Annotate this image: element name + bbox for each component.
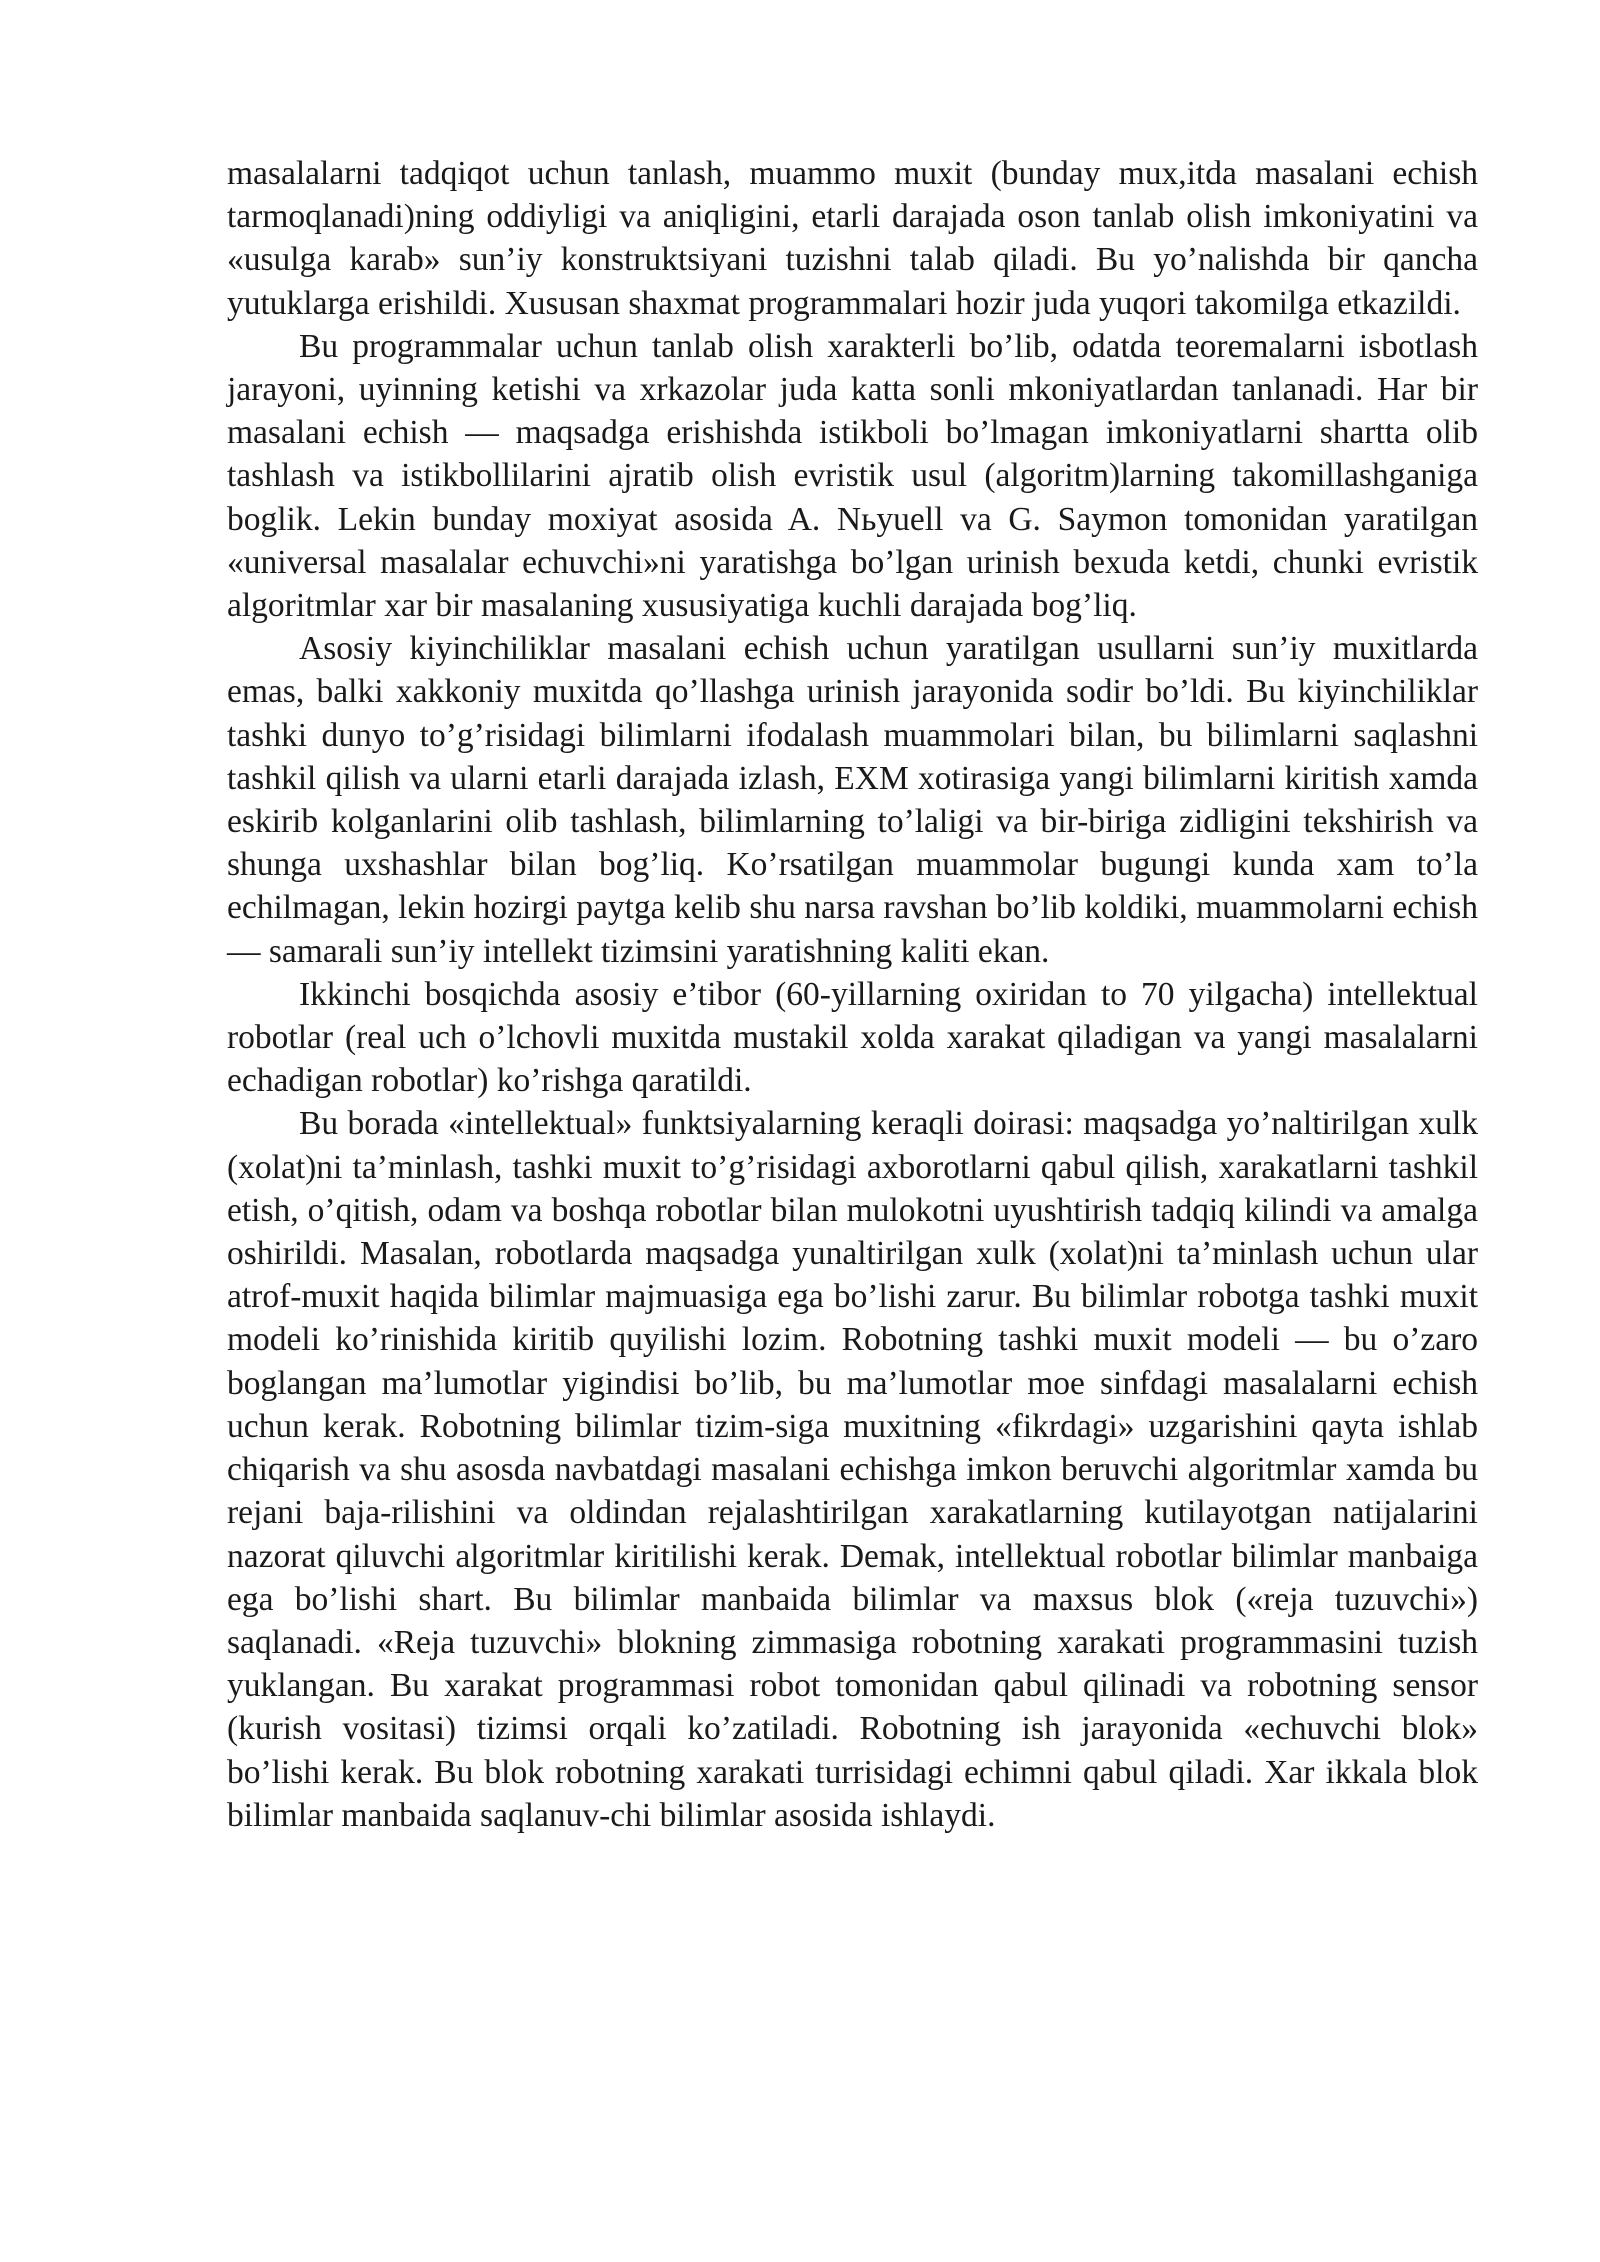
paragraph: Bu programmalar uchun tanlab olish xarakterli bo’lib, odatda teoremalarni isbotlash jarayoni, uyinning ketishi va xrkazolar juda katta sonli mkoniyatlardan tanlanadi. Har bir masalani echish — maqsadga erishishda istikboli bo’lmagan imkoniyatlarni shartta olib tashlash va istikbollilarini ajratib olish evristik usul (algoritm)larning takomillashganiga boglik. Lekin bunday moxiyat asosida A. Nьyuell va G. Saymon tomonidan yaratilgan «universal masalalar echuvchi»ni yaratishga bo’lgan urinish bexuda ketdi, chunki evristik algoritmlar xar bir masalaning xususiyatiga kuchli darajada bog’liq. [227, 327, 1478, 625]
paragraph: Asosiy kiyinchiliklar masalani echish uchun yaratilgan usullarni sun’iy muxitlarda emas, balki xakkoniy muxitda qo’llashga urinish jarayonida sodir bo’ldi. Bu kiyinchiliklar tashki dunyo to’g’risidagi bilimlarni ifodalash muammolari bilan, bu bilimlarni saqlashni tashkil qilish va ularni etarli darajada izlash, EXM xotirasiga yangi bilimlarni kiritish xamda eskirib kolganlarini olib tashlash, bilimlarning to’laligi va bir-biriga zidligini tekshirish va shunga uxshashlar bilan bog’liq. Ko’rsatilgan muammolar bugungi kunda xam to’la echilmagan, lekin hozirgi paytga kelib shu narsa ravshan bo’lib koldiki, muammolarni echish — samarali sun’iy intellekt tizimsini yaratishning kaliti ekan. [227, 630, 1478, 970]
body-text [227, 152, 1478, 1837]
paragraph: Bu borada «intellektual» funktsiyalarning keraqli doirasi: maqsadga yo’naltirilgan xulk (xolat)ni ta’minlash, tashki muxit to’g’risidagi axborotlarni qabul qilish, xarakatlarni tashkil etish, o’qitish, odam va boshqa robotlar bilan mulokotni uyushtirish tadqiq kilindi va amalga oshirildi. Masalan, robotlarda maqsadga yunaltirilgan xulk (xolat)ni ta’minlash uchun ular atrof-muxit haqida bilimlar majmuasiga ega bo’lishi zarur. Bu bilimlar robotga tashki muxit modeli ko’rinishida kiritib quyilishi lozim. Robotning tashki muxit modeli — bu o’zaro boglangan ma’lumotlar yigindisi bo’lib, bu ma’lumotlar moe sinfdagi masalalarni echish uchun kerak. Robotning bilimlar tizim-siga muxitning «fikrdagi» uzgarishini qayta ishlab chiqarish va shu asosda navbatdagi masalani echishga imkon beruvchi algoritmlar xamda bu rejani baja-rilishini va oldindan rejalashtirilgan xarakatlarning kutilayotgan natijalarini nazorat qiluvchi algoritmlar kiritilishi kerak. Demak, intellektual robotlar bilimlar manbaiga ega bo’lishi shart. Bu bilimlar manbaida bilimlar va maxsus blok («reja tuzuvchi») saqlanadi. «Reja tuzuvchi» blokning zimmasiga robotning xarakati programmasini tuzish yuklangan. Bu xarakat programmasi robot tomonidan qabul qilinadi va robotning sensor (kurish vositasi) tizimsi orqali ko’zatiladi. Robotning ish jarayonida «echuvchi blok» bo’lishi kerak. Bu blok robotning xarakati turrisidagi echimni qabul qiladi. Xar ikkala blok bilimlar manbaida saqlanuv-chi bilimlar asosida ishlaydi. [227, 1105, 1478, 1834]
paragraph: masalalarni tadqiqot uchun tanlash, muammo muxit (bunday mux,itda masalani echish tarmoqlanadi)ning oddiyligi va aniqligini, etarli darajada oson tanlab olish imkoniyatini va «usulga karab» sun’iy konstruktsiyani tuzishni talab qiladi. Bu yo’nalishda bir qancha yutuklarga erishildi. Xususan shaxmat programmalari hozir juda yuqori takomilga etkazildi. [227, 155, 1478, 322]
paragraph: Ikkinchi bosqichda asosiy e’tibor (60-yillarning oxiridan to 70 yilgacha) intellektual robotlar (real uch o’lchovli muxitda mustakil xolda xarakat qiladigan va yangi masalalarni echadigan robotlar) ko’rishga qaratildi. [227, 975, 1478, 1100]
